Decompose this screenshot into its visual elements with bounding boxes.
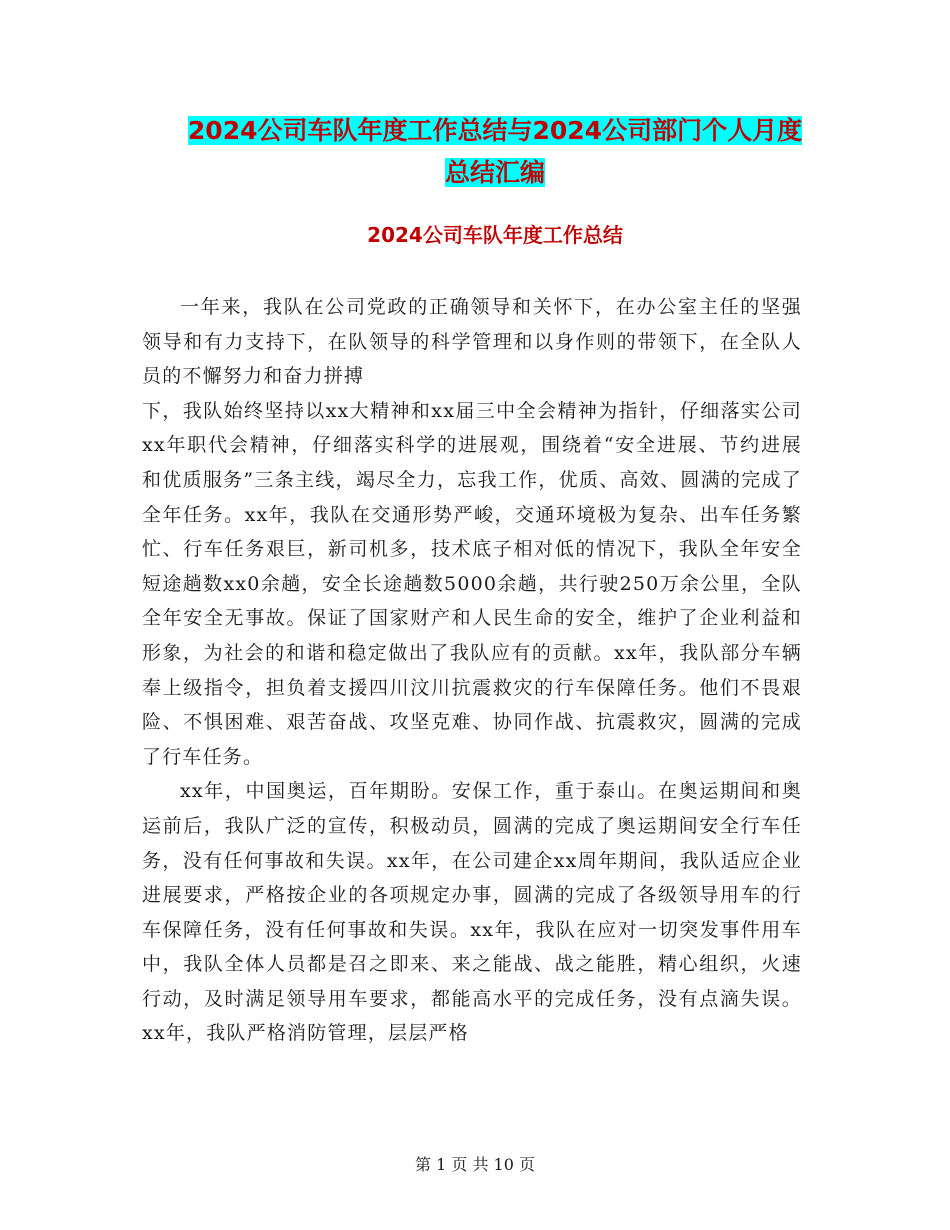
paragraph-2: 下，我队始终坚持以xx大精神和xx届三中全会精神为指针，仔细落实公司xx年职代会精神，仔细落实科学的进展观，围绕着“安全进展、节约进展和优质服务”三条主线，竭尽全力，忘我工作，优质、高效、圆满的完成了全年任务。xx年，我队在交通形势严峻，交通环境极为复杂、出车任务繁忙、行车任务艰巨，新司机多，技术底子相对低的情况下，我队全年安全短途趟数xx0余趟，安全长途趟数5000余趟，共行驶250万余公里，全队全年安全无事故。保证了国家财产和人民生命的安全，维护了企业利益和形象，为社会的和谐和稳定做出了我队应有的贡献。xx年，我队部分车辆奉上级指令，担负着支援四川汶川抗震救灾的行车保障任务。他们不畏艰险、不惧困难、艰苦奋战、攻坚克难、协同作战、抗震救灾，圆满的完成了行车任务。 [142, 399, 802, 768]
document-title [140, 110, 850, 194]
document-body [142, 290, 802, 1051]
section-title: 2024公司车队年度工作总结 [367, 223, 623, 247]
document-title-line-2: 总结汇编 [444, 158, 545, 187]
document-title-line-1: 2024公司车队年度工作总结与2024公司部门个人月度 [187, 116, 803, 145]
paragraph-1: 一年来，我队在公司党政的正确领导和关怀下，在办公室主任的坚强领导和有力支持下，在队领导的科学管理和以身作则的带领下，在全队人员的不懈努力和奋力拼搏 [142, 296, 802, 388]
page-footer: 第 1 页 共 10 页 [415, 1155, 535, 1174]
paragraph-3: xx年，中国奥运，百年期盼。安保工作，重于泰山。在奥运期间和奥运前后，我队广泛的宣传，积极动员，圆满的完成了奥运期间安全行车任务，没有任何事故和失误。xx年，在公司建企xx周年期间，我队适应企业进展要求，严格按企业的各项规定办事，圆满的完成了各级领导用车的行车保障任务，没有任何事故和失误。xx年，我队在应对一切突发事件用车中，我队全体人员都是召之即来、来之能战、战之能胜，精心组织，火速行动，及时满足领导用车要求，都能高水平的完成任务，没有点滴失误。xx年，我队严格消防管理，层层严格 [142, 780, 802, 1045]
